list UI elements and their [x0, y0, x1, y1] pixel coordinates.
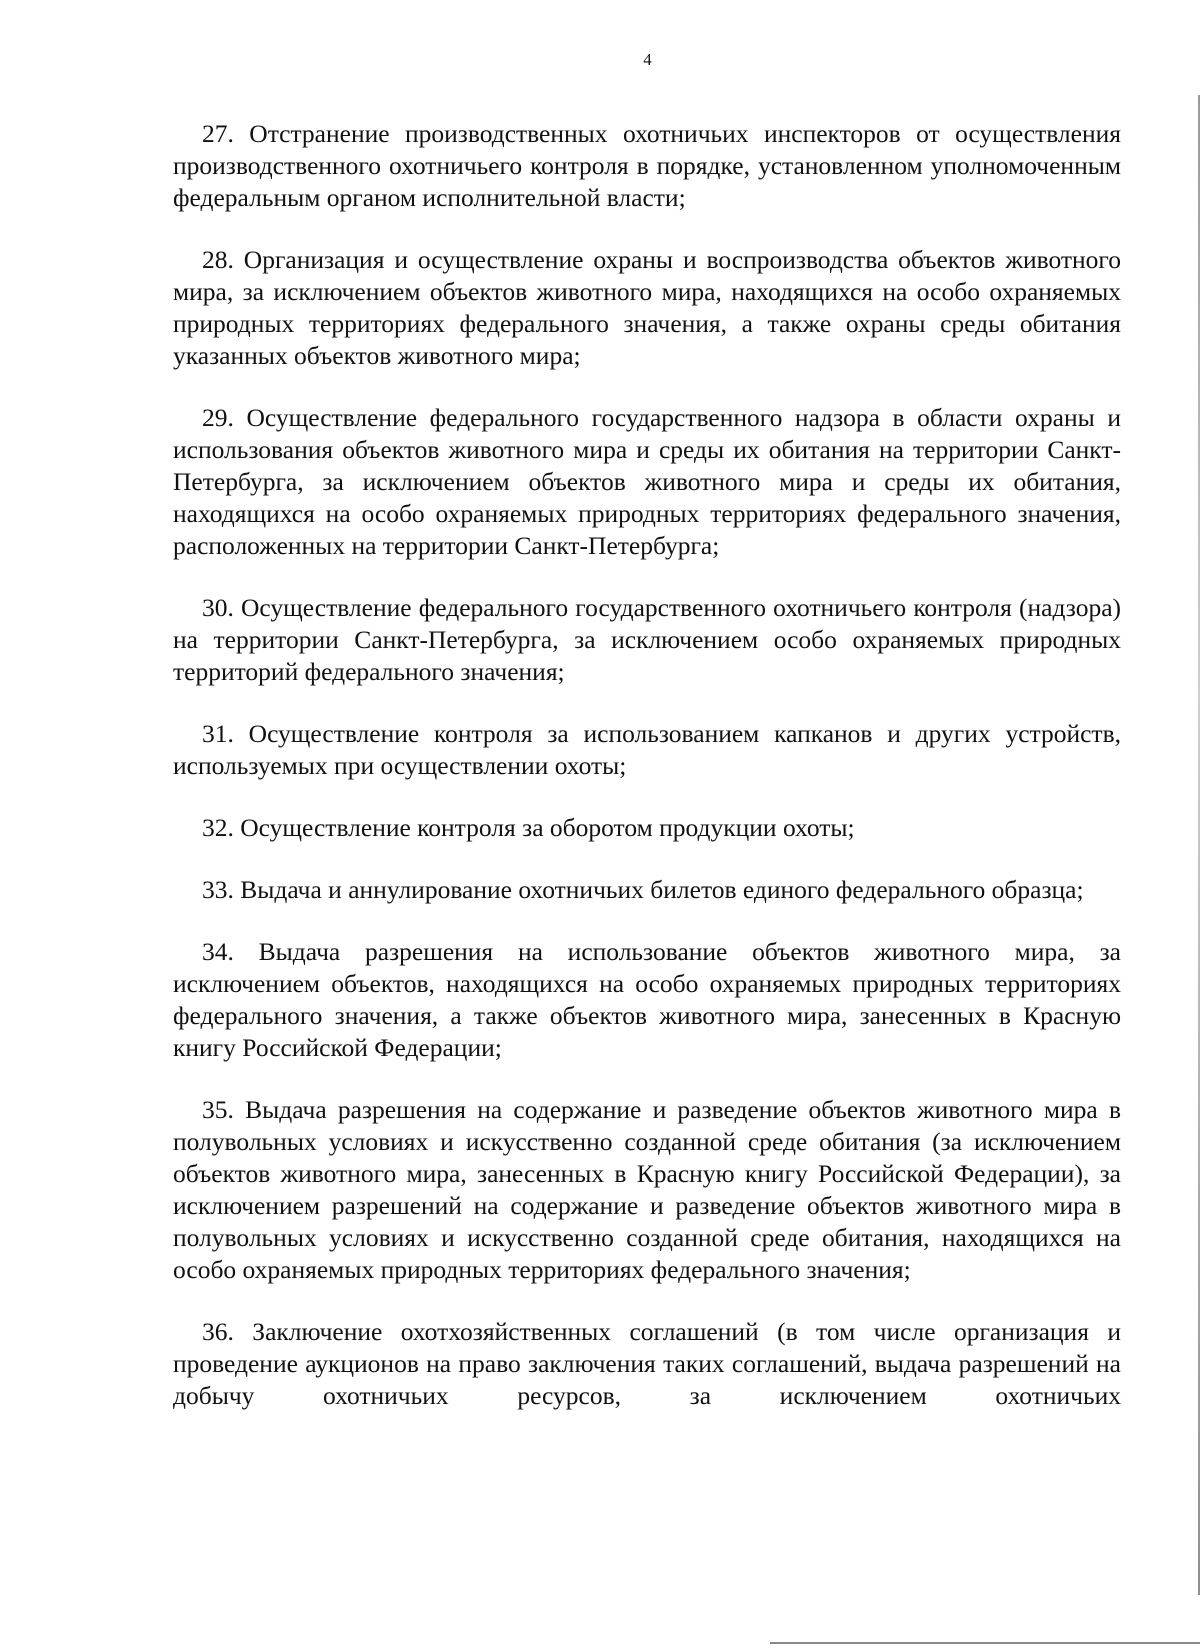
- clause-30: 30. Осуществление федерального государственного охотничьего контроля (надзора) на территории Санкт-Петербурга, за исключением особо охраняемых природных территорий федерального значения;: [173, 593, 1121, 686]
- clause-27: 27. Отстранение производственных охотничьих инспекторов от осуществления производственного охотничьего контроля в порядке, установленном уполномоченным федеральным органом исполнительной власти;: [173, 119, 1121, 212]
- clause-33: 33. Выдача и аннулирование охотничьих билетов единого федерального образца;: [202, 875, 1084, 904]
- clause-29: 29. Осуществление федерального государственного надзора в области охраны и использования объектов животного мира и среды их обитания на территории Санкт-Петербурга, за исключением объектов животного мира и среды их обитания, находящихся на особо охраняемых природных территориях федерального значения, расположенных на территории Санкт-Петербурга;: [173, 403, 1121, 560]
- clause-31: 31. Осуществление контроля за использованием капканов и других устройств, используемых при осуществлении охоты;: [173, 719, 1121, 780]
- page-number: 4: [643, 50, 652, 69]
- document-body: [173, 118, 1121, 1442]
- clause-34: 34. Выдача разрешения на использование объектов животного мира, за исключением объектов, находящихся на особо охраняемых природных территориях федерального значения, а также объектов животного мира, занесенных в Красную книгу Российской Федерации;: [173, 937, 1121, 1062]
- clause-32: 32. Осуществление контроля за оборотом продукции охоты;: [202, 813, 855, 842]
- scan-bottom-line: [770, 1642, 1200, 1644]
- clause-35: 35. Выдача разрешения на содержание и разведение объектов животного мира в полувольных условиях и искусственно созданной среде обитания (за исключением объектов животного мира, занесенных в Красную книгу Российской Федерации), за исключением разрешений на содержание и разведение объектов животного мира в полувольных условиях и искусственно созданной среде обитания, находящихся на особо охраняемых природных территориях федерального значения;: [173, 1095, 1121, 1284]
- clause-36: 36. Заключение охотхозяйственных соглашений (в том числе организация и проведение аукционов на право заключения таких соглашений, выдача разрешений на добычу охотничьих ресурсов, за исключением охотничьих: [173, 1317, 1121, 1410]
- clause-28: 28. Организация и осуществление охраны и воспроизводства объектов животного мира, за исключением объектов животного мира, находящихся на особо охраняемых природных территориях федерального значения, а также охраны среды обитания указанных объектов животного мира;: [173, 245, 1121, 370]
